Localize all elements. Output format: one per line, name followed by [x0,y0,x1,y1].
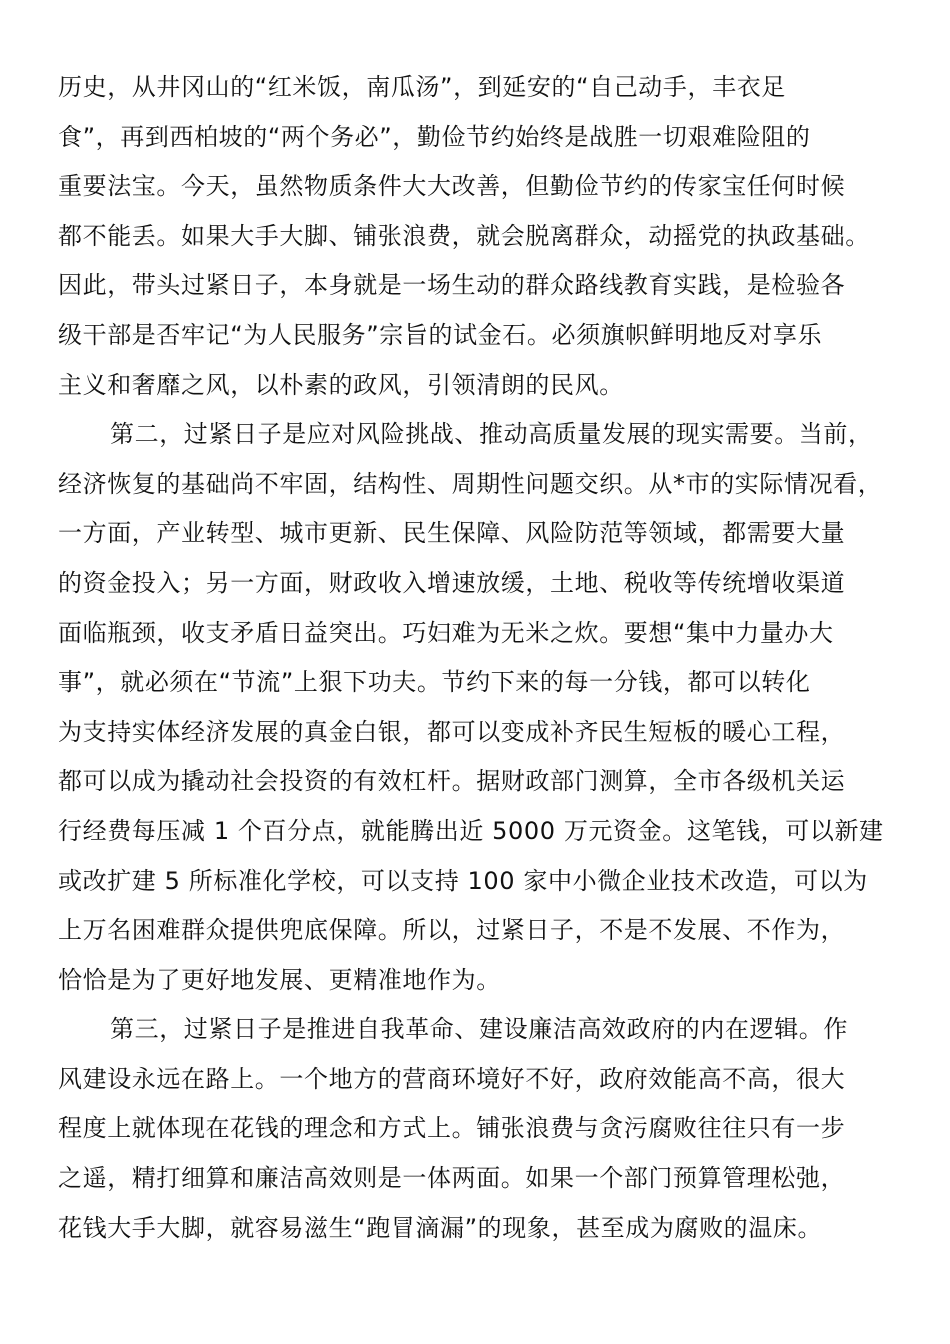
text-line: 为支持实体经济发展的真金白银，都可以变成补齐民生短板的暖心工程， [58,717,846,746]
paragraph-history-continuation [58,63,908,410]
text-line: 的资金投入；另一方面，财政收入增速放缓，土地、税收等传统增收渠道 [58,568,846,597]
text-line: 行经费每压减 1 个百分点，就能腾出近 5000 万元资金。这笔钱，可以新建 [58,816,884,845]
text-line-first: 第三，过紧日子是推进自我革命、建设廉洁高效政府的内在逻辑。作 [110,1015,848,1044]
text-line: 一方面，产业转型、城市更新、民生保障、风险防范等领域，都需要大量 [58,519,846,548]
text-line: 经济恢复的基础尚不牢固，结构性、周期性问题交织。从*市的实际情况看， [58,469,883,498]
text-line: 或改扩建 5 所标准化学校，可以支持 100 家中小微企业技术改造，可以为 [58,866,868,895]
text-line: 面临瓶颈，收支矛盾日益突出。巧妇难为无米之炊。要想“集中力量办大 [58,618,834,647]
text-line: 事”，就必须在“节流”上狠下功夫。节约下来的每一分钱，都可以转化 [58,668,811,697]
text-line: 上万名困难群众提供兜底保障。所以，过紧日子，不是不发展、不作为， [58,916,846,945]
paragraph-third-point [58,1005,908,1253]
text-line: 都不能丢。如果大手大脚、铺张浪费，就会脱离群众，动摇党的执政基础。 [58,221,870,250]
text-line: 都可以成为撬动社会投资的有效杠杆。据财政部门测算，全市各级机关运 [58,767,846,796]
text-line: 级干部是否牢记“为人民服务”宗旨的试金石。必须旗帜鲜明地反对享乐 [58,320,823,349]
text-line: 历史，从井冈山的“红米饭，南瓜汤”，到延安的“自己动手，丰衣足 [58,73,786,101]
text-line: 食”，再到西柏坡的“两个务必”，勤俭节约始终是战胜一切艰难险阻的 [58,122,811,151]
text-line: 风建设永远在路上。一个地方的营商环境好不好，政府效能高不高，很大 [58,1064,846,1093]
text-line: 因此，带头过紧日子，本身就是一场生动的群众路线教育实践，是检验各 [58,271,846,300]
text-line: 恰恰是为了更好地发展、更精准地作为。 [58,965,501,994]
text-line: 主义和奢靡之风，以朴素的政风，引领清朗的民风。 [58,370,624,399]
text-line: 程度上就体现在花钱的理念和方式上。铺张浪费与贪污腐败往往只有一步 [58,1114,846,1143]
text-line: 花钱大手大脚，就容易滋生“跑冒滴漏”的现象，甚至成为腐败的温床。 [58,1213,823,1242]
paragraph-second-point [58,410,908,1005]
text-line-first: 第二，过紧日子是应对风险挑战、推动高质量发展的现实需要。当前， [110,420,873,449]
document-body [58,63,908,1253]
text-line: 重要法宝。今天，虽然物质条件大大改善，但勤俭节约的传家宝任何时候 [58,172,846,201]
text-line: 之遥，精打细算和廉洁高效则是一体两面。如果一个部门预算管理松弛， [58,1164,846,1193]
